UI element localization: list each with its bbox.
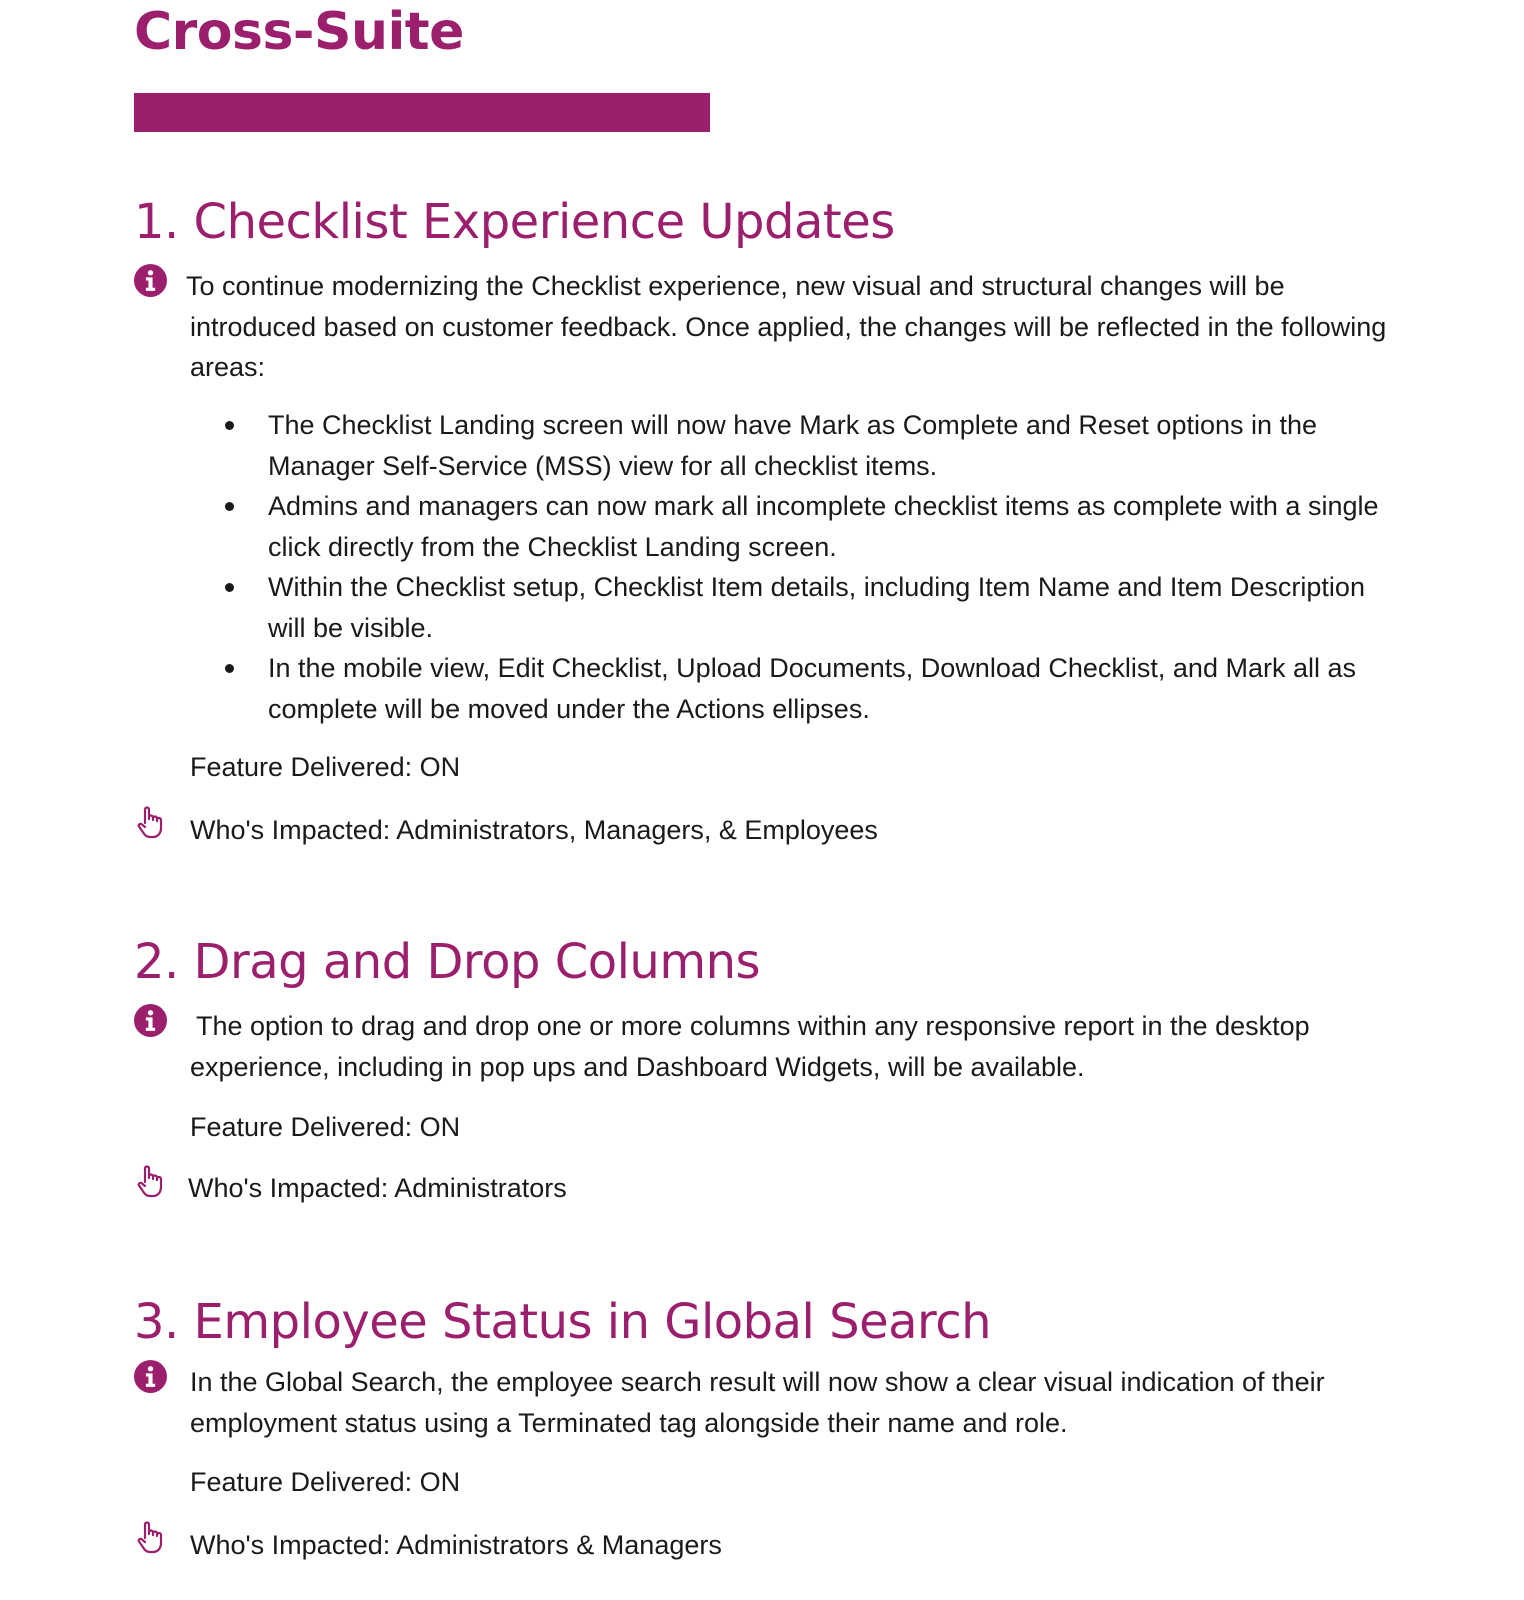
feature-delivered-status: Feature Delivered: ON <box>190 1467 461 1497</box>
list-item: In the mobile view, Edit Checklist, Upload Documents, Download Checklist, and Mark all as complete will be moved under the Actions ellipses. <box>190 648 1390 729</box>
title-accent-bar <box>134 93 710 132</box>
section-heading: 2. Drag and Drop Columns <box>134 934 761 990</box>
pointing-hand-icon <box>136 1164 166 1198</box>
feature-delivered-status: Feature Delivered: ON <box>190 1112 461 1142</box>
whos-impacted: Who's Impacted: Administrators & Managers <box>190 1530 722 1560</box>
list-item: The Checklist Landing screen will now have Mark as Complete and Reset options in the Manager Self-Service (MSS) view for all checklist items. <box>190 405 1390 486</box>
page-title: Cross-Suite <box>134 2 464 62</box>
section-heading: 3. Employee Status in Global Search <box>134 1294 992 1350</box>
feature-bullet-list <box>190 405 1390 729</box>
whos-impacted: Who's Impacted: Administrators <box>188 1173 567 1203</box>
info-icon <box>134 1360 167 1393</box>
list-item: Within the Checklist setup, Checklist Item details, including Item Name and Item Description will be visible. <box>190 567 1390 648</box>
section-heading: 1. Checklist Experience Updates <box>134 194 895 250</box>
info-icon <box>134 1004 167 1037</box>
pointing-hand-icon <box>136 1520 166 1554</box>
feature-delivered-status: Feature Delivered: ON <box>190 752 461 782</box>
list-item: Admins and managers can now mark all incomplete checklist items as complete with a single click directly from the Checklist Landing screen. <box>190 486 1390 567</box>
whos-impacted: Who's Impacted: Administrators, Managers, & Employees <box>190 815 878 845</box>
pointing-hand-icon <box>136 805 166 839</box>
section-description: To continue modernizing the Checklist experience, new visual and structural changes will be introduced based on customer feedback. Once applied, the changes will be reflected in the following areas: <box>186 271 1387 382</box>
info-icon <box>134 264 167 297</box>
section-description: The option to drag and drop one or more columns within any responsive report in the desktop experience, including in pop ups and Dashboard Widgets, will be available. <box>190 1011 1310 1082</box>
section-description: In the Global Search, the employee search result will now show a clear visual indication of their employment status using a Terminated tag alongside their name and role. <box>190 1367 1325 1438</box>
